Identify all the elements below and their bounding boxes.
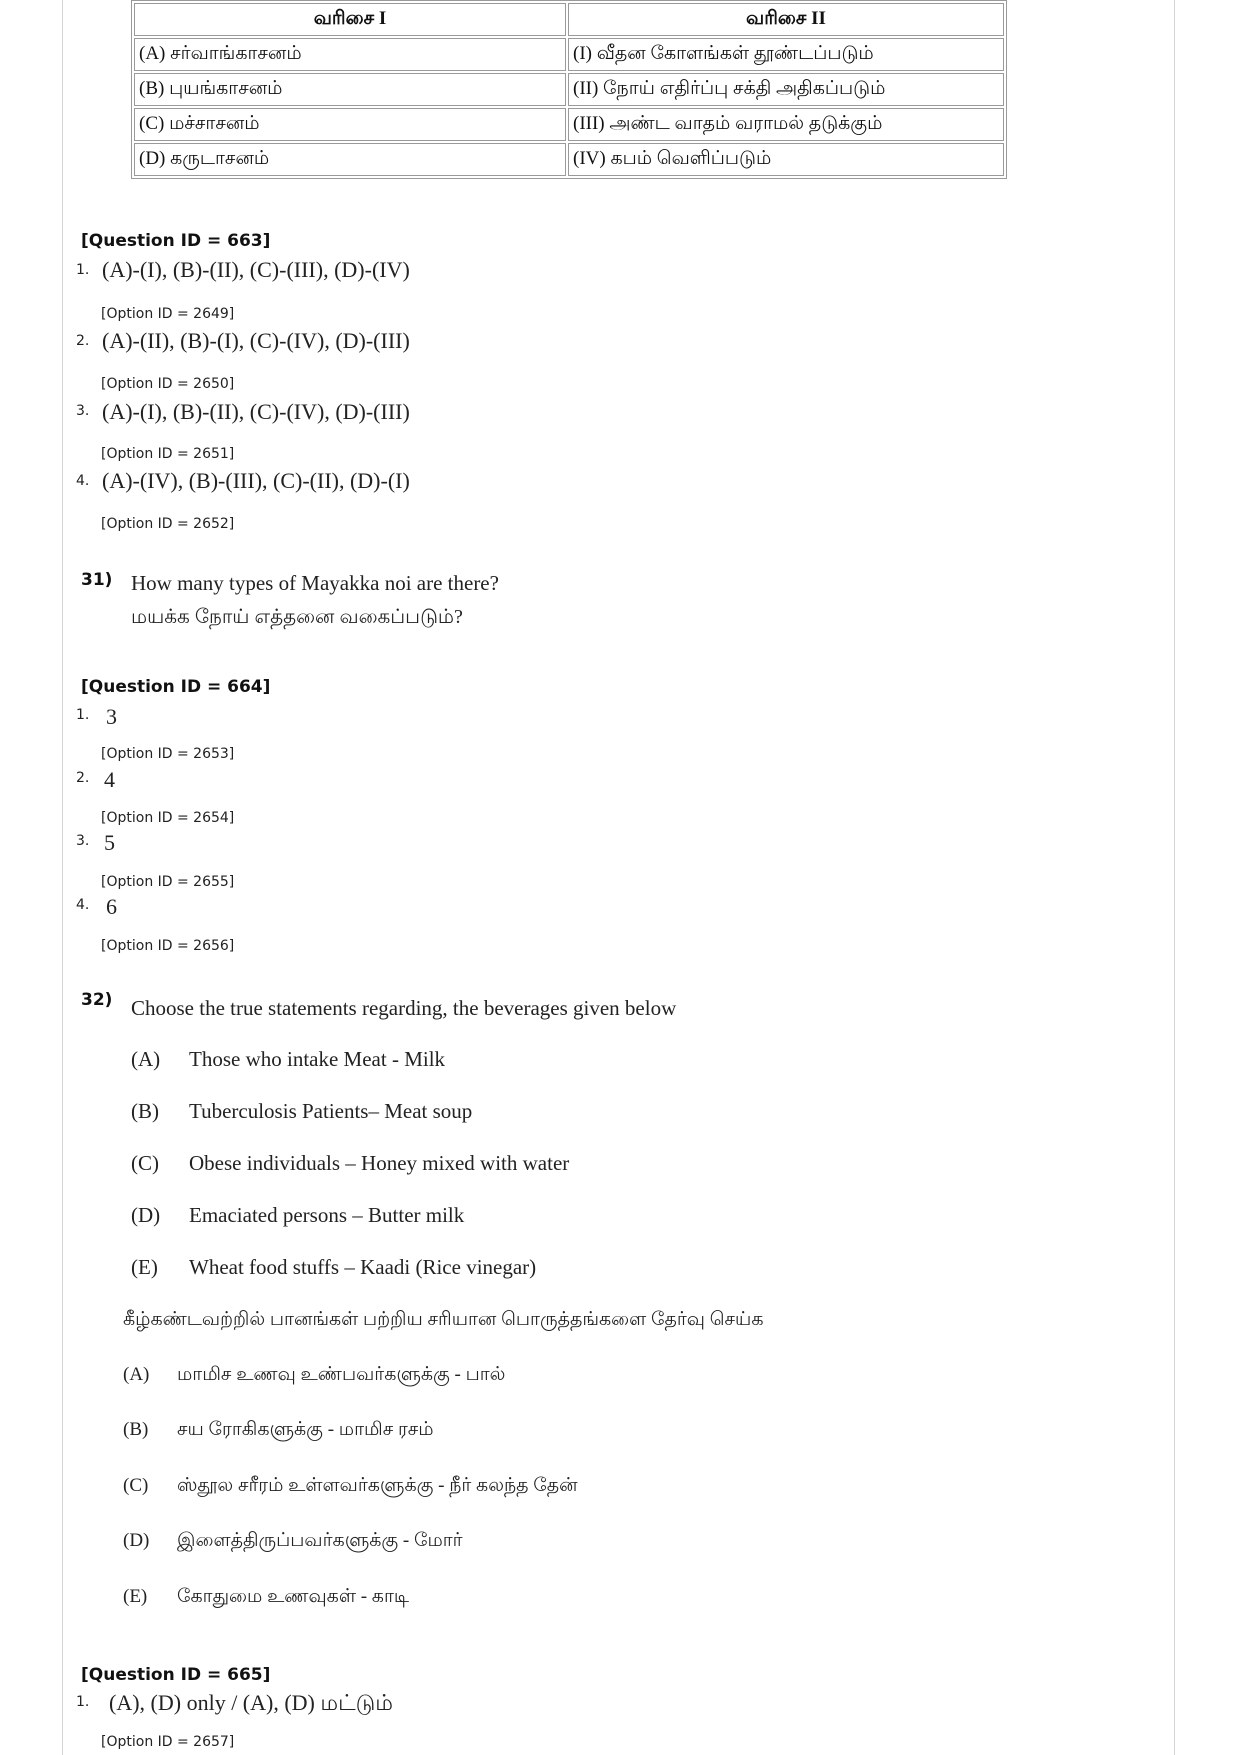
option-number: 3. bbox=[76, 403, 90, 419]
option-text[interactable]: (A)-(II), (B)-(I), (C)-(IV), (D)-(III) bbox=[102, 328, 410, 353]
option-text[interactable]: 5 bbox=[104, 830, 115, 855]
option-number: 1. bbox=[76, 262, 90, 278]
statement-text: மாமிச உணவு உண்பவர்களுக்கு - பால் bbox=[177, 1364, 506, 1385]
table-cell: (III) அண்ட வாதம் வராமல் தடுக்கும் bbox=[568, 108, 1004, 141]
statement-en bbox=[131, 1099, 472, 1124]
question-text-ta: மயக்க நோய் எத்தனை வகைப்படும்? bbox=[131, 606, 463, 628]
statement-text: கோதுமை உணவுகள் - காடி bbox=[177, 1586, 409, 1607]
option-id-label: [Option ID = 2653] bbox=[101, 746, 235, 762]
question-number: 31) bbox=[81, 570, 113, 590]
question-text-en: Choose the true statements regarding, the beverages given below bbox=[131, 996, 677, 1020]
statement-label: (C) bbox=[123, 1475, 149, 1496]
question-text-ta: கீழ்கண்டவற்றில் பானங்கள் பற்றிய சரியான பொருத்தங்களை தேர்வு செய்க bbox=[123, 1309, 764, 1330]
statement-text: சய ரோகிகளுக்கு - மாமிச ரசம் bbox=[177, 1419, 434, 1440]
statement-ta bbox=[123, 1419, 434, 1443]
table-header-row bbox=[134, 3, 1004, 36]
statement-label: (D) bbox=[131, 1203, 161, 1227]
statement-text: Emaciated persons – Butter milk bbox=[189, 1203, 465, 1227]
statement-label: (A) bbox=[123, 1364, 150, 1385]
table-cell: (B) புயங்காசனம் bbox=[134, 73, 566, 106]
statement-text: Those who intake Meat - Milk bbox=[189, 1047, 446, 1071]
question-id-label: [Question ID = 665] bbox=[81, 1665, 271, 1685]
statement-ta bbox=[123, 1586, 409, 1610]
option-id-label: [Option ID = 2650] bbox=[101, 376, 235, 392]
option-id-label: [Option ID = 2654] bbox=[101, 810, 235, 826]
statement-label: (D) bbox=[123, 1530, 150, 1551]
column-header: வரிசை II bbox=[568, 3, 1004, 36]
statement-en bbox=[131, 1255, 536, 1280]
table-cell: (C) மச்சாசனம் bbox=[134, 108, 566, 141]
table-cell: (I) வீதன கோளங்கள் தூண்டப்படும் bbox=[568, 38, 1004, 71]
option-id-label: [Option ID = 2652] bbox=[101, 516, 235, 532]
option-id-label: [Option ID = 2655] bbox=[101, 874, 235, 890]
option-text[interactable]: 6 bbox=[106, 894, 117, 919]
option-text[interactable]: 4 bbox=[104, 767, 115, 792]
statement-en bbox=[131, 1151, 569, 1176]
option-text[interactable]: (A)-(IV), (B)-(III), (C)-(II), (D)-(I) bbox=[102, 468, 410, 493]
question-id-label: [Question ID = 664] bbox=[81, 677, 271, 697]
option-number: 4. bbox=[76, 473, 90, 489]
statement-ta bbox=[123, 1364, 505, 1388]
option-text[interactable]: (A)-(I), (B)-(II), (C)-(IV), (D)-(III) bbox=[102, 399, 410, 424]
table-cell: (IV) கபம் வெளிப்படும் bbox=[568, 143, 1004, 176]
statement-text: இளைத்திருப்பவர்களுக்கு - மோர் bbox=[177, 1530, 463, 1551]
option-text[interactable]: 3 bbox=[106, 704, 117, 729]
option-id-label: [Option ID = 2657] bbox=[101, 1734, 235, 1750]
option-number: 1. bbox=[76, 1694, 90, 1710]
question-number: 32) bbox=[81, 990, 113, 1010]
option-text[interactable]: (A), (D) only / (A), (D) மட்டும் bbox=[109, 1690, 393, 1715]
table-row bbox=[134, 38, 1004, 71]
statement-en bbox=[131, 1047, 445, 1072]
statement-label: (E) bbox=[123, 1586, 148, 1607]
statement-ta bbox=[123, 1530, 463, 1554]
option-id-label: [Option ID = 2651] bbox=[101, 446, 235, 462]
table-row bbox=[134, 143, 1004, 176]
statement-label: (A) bbox=[131, 1047, 161, 1071]
option-number: 3. bbox=[76, 833, 90, 849]
table-row bbox=[134, 73, 1004, 106]
statement-text: ஸ்தூல சரீரம் உள்ளவர்களுக்கு - நீர் கலந்த தேன் bbox=[177, 1475, 578, 1496]
option-number: 4. bbox=[76, 897, 90, 913]
statement-text: Wheat food stuffs – Kaadi (Rice vinegar) bbox=[189, 1255, 537, 1279]
option-number: 2. bbox=[76, 770, 90, 786]
option-number: 1. bbox=[76, 707, 90, 723]
match-table bbox=[131, 0, 1007, 179]
table-row bbox=[134, 108, 1004, 141]
question-id-label: [Question ID = 663] bbox=[81, 231, 271, 251]
statement-label: (B) bbox=[131, 1099, 159, 1123]
statement-label: (C) bbox=[131, 1151, 159, 1175]
statement-label: (B) bbox=[123, 1419, 149, 1440]
statement-en bbox=[131, 1203, 464, 1228]
table-cell: (II) நோய் எதிர்ப்பு சக்தி அதிகப்படும் bbox=[568, 73, 1004, 106]
statement-ta bbox=[123, 1475, 578, 1499]
option-number: 2. bbox=[76, 333, 90, 349]
option-id-label: [Option ID = 2656] bbox=[101, 938, 235, 954]
statement-label: (E) bbox=[131, 1255, 158, 1279]
statement-text: Obese individuals – Honey mixed with water bbox=[189, 1151, 570, 1175]
question-text-en: How many types of Mayakka noi are there? bbox=[131, 571, 499, 595]
table-cell: (D) கருடாசனம் bbox=[134, 143, 566, 176]
option-id-label: [Option ID = 2649] bbox=[101, 306, 235, 322]
statement-text: Tuberculosis Patients– Meat soup bbox=[189, 1099, 473, 1123]
option-text[interactable]: (A)-(I), (B)-(II), (C)-(III), (D)-(IV) bbox=[102, 257, 410, 282]
table-cell: (A) சர்வாங்காசனம் bbox=[134, 38, 566, 71]
column-header: வரிசை I bbox=[134, 3, 566, 36]
